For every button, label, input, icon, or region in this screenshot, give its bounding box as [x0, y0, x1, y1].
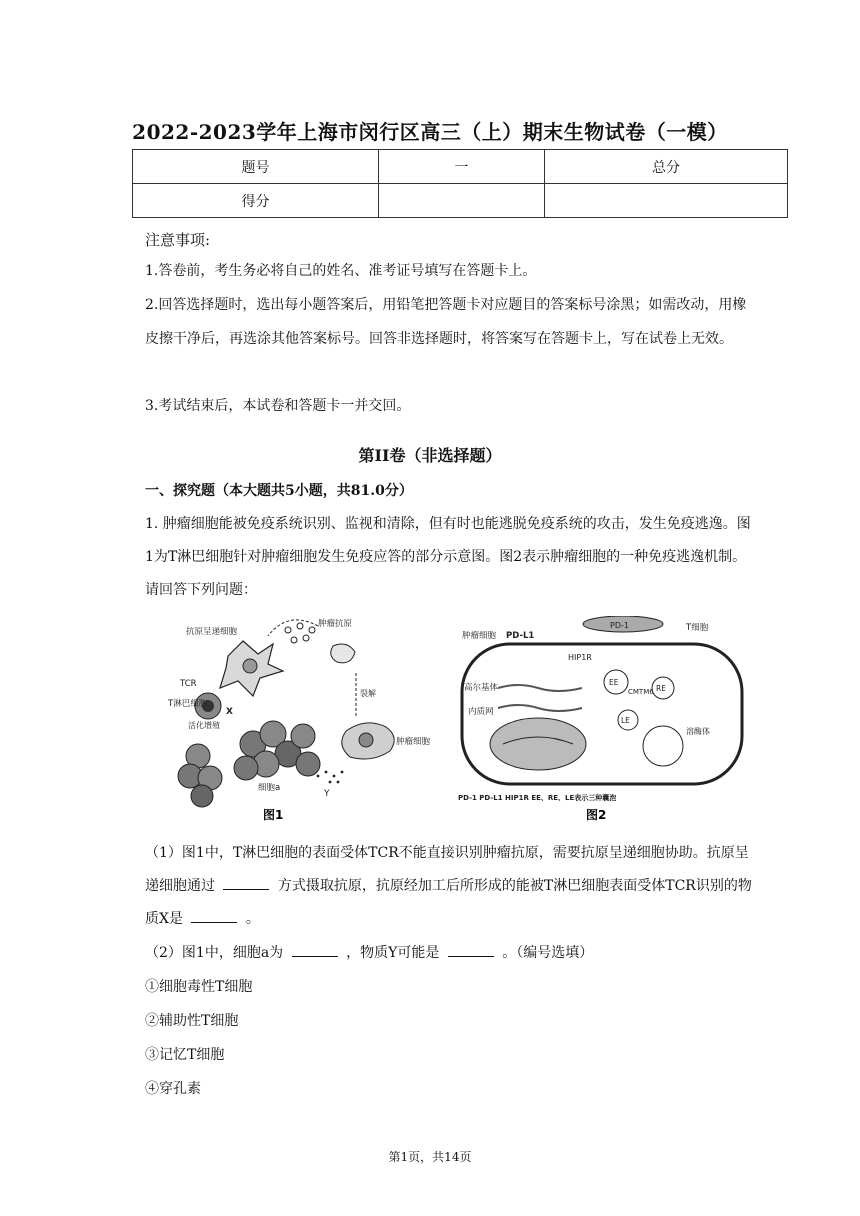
svg-text:X: X: [226, 707, 233, 717]
score-table: [132, 149, 788, 218]
svg-text:PD-1: PD-1: [610, 621, 629, 630]
answer-blank[interactable]: [191, 908, 237, 923]
option-item: ②辅助性T细胞: [145, 1013, 239, 1029]
sub-question-1: （1）图1中，T淋巴细胞的表面受体TCR不能直接识别肿瘤抗原，需要抗原呈递细胞协助。抗原呈递细胞通过 方式摄取抗原，抗原经加工后所形成的能被T淋巴细胞表面受体TCR识别的物质X是 。: [145, 845, 752, 927]
answer-blank[interactable]: [223, 875, 269, 890]
table-row: [133, 150, 788, 184]
question-stem: 1. 肿瘤细胞能被免疫系统识别、监视和清除，但有时也能逃脱免疫系统的攻击，发生免疫逃逸。图1为T淋巴细胞针对肿瘤细胞发生免疫应答的部分示意图。图2表示肿瘤细胞的一种免疫逃逸机制。请回答下列问题：: [145, 516, 751, 598]
svg-text:PD-L1: PD-L1: [506, 631, 535, 641]
svg-text:CMTM6: CMTM6: [628, 688, 654, 696]
svg-text:EE: EE: [609, 678, 619, 687]
svg-text:溶酶体: 溶酶体: [686, 727, 710, 736]
page-footer: 第1页，共14页: [388, 1150, 472, 1164]
sub-question-2: （2）图1中，细胞a为 ，物质Y可能是 。（编号选填）: [145, 937, 755, 970]
option-item: ③记忆T细胞: [145, 1047, 225, 1063]
figure-2: [458, 616, 742, 822]
answer-blank[interactable]: [448, 942, 494, 957]
svg-text:PD-1 PD-L1 HIP1R EE、RE、LE表示: PD-1 PD-L1 HIP1R EE、RE、LE表示三种囊泡: [458, 794, 617, 802]
svg-text:肿瘤抗原: 肿瘤抗原: [318, 619, 353, 629]
question-figures: [168, 616, 748, 826]
table-cell: 总分: [545, 150, 788, 184]
answer-blank[interactable]: [292, 942, 338, 957]
notice-item: 1.答卷前，考生务必将自己的姓名、准考证号填写在答题卡上。: [145, 263, 537, 279]
page-title: 2022-2023学年上海市闵行区高三（上）期末生物试卷（一模）: [132, 120, 728, 144]
svg-text:细胞a: 细胞a: [258, 783, 281, 793]
figure-1: [168, 618, 431, 822]
svg-text:高尔基体: 高尔基体: [464, 683, 499, 693]
svg-text:LE: LE: [621, 716, 630, 725]
table-cell: 一: [379, 150, 545, 184]
option-item: ①细胞毒性T细胞: [145, 979, 253, 995]
svg-text:内质网: 内质网: [468, 707, 494, 717]
svg-text:Y: Y: [324, 789, 330, 799]
notice-heading: 注意事项:: [145, 231, 211, 249]
table-cell: 题号: [133, 150, 379, 184]
svg-text:肿瘤细胞: 肿瘤细胞: [396, 737, 431, 747]
svg-text:抗原呈递细胞: 抗原呈递细胞: [186, 627, 238, 637]
table-cell: 得分: [133, 184, 379, 218]
score-cell[interactable]: [379, 184, 545, 218]
svg-text:T淋巴细胞: T淋巴细胞: [168, 699, 208, 709]
svg-text:T细胞: T细胞: [686, 623, 709, 633]
svg-text:RE: RE: [656, 684, 666, 693]
notice-item: 3.考试结束后，本试卷和答题卡一并交回。: [145, 398, 411, 414]
total-score-cell[interactable]: [545, 184, 788, 218]
figure-2-caption: 图2: [586, 808, 607, 822]
part-title: 一、探究题（本大题共5小题，共81.0分）: [145, 483, 413, 499]
svg-text:活化增殖: 活化增殖: [188, 721, 220, 730]
svg-text:裂解: 裂解: [360, 689, 376, 698]
section-title: 第II卷（非选择题）: [358, 446, 502, 465]
svg-text:肿瘤细胞: 肿瘤细胞: [462, 631, 497, 641]
option-item: ④穿孔素: [145, 1081, 201, 1097]
figure-1-caption: 图1: [263, 808, 284, 822]
notice-item: 2.回答选择题时，选出每小题答案后，用铅笔把答题卡对应题目的答案标号涂黑；如需改动，用橡皮擦干净后，再选涂其他答案标号。回答非选择题时，将答案写在答题卡上，写在试卷上无效。: [145, 297, 747, 347]
table-row: [133, 184, 788, 218]
svg-text:TCR: TCR: [180, 679, 197, 689]
svg-text:HIP1R: HIP1R: [568, 653, 592, 662]
